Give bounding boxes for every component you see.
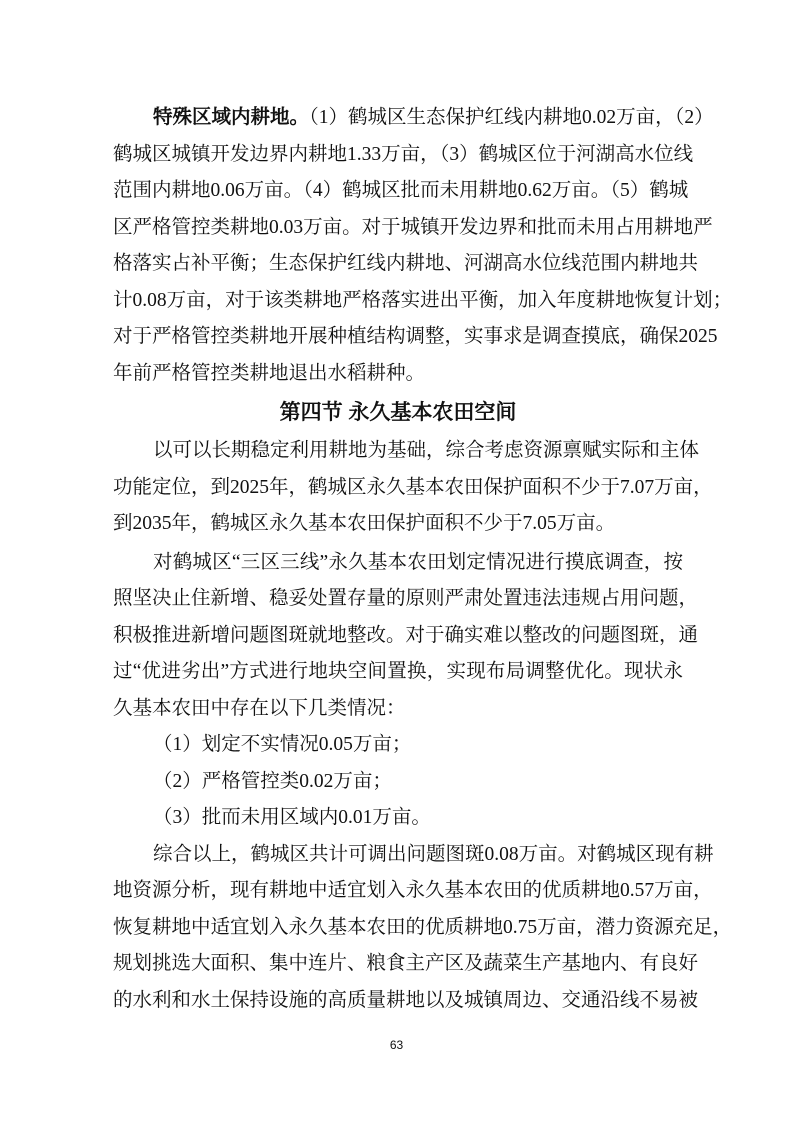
paragraph-line — [113, 100, 714, 137]
paragraph-line: 的水利和水土保持设施的高质量耕地以及城镇周边、交通沿线不易被 — [113, 989, 699, 1011]
paragraph-line: 照坚决止住新增、稳妥处置存量的原则严肃处置违法违规占用问题， — [113, 588, 699, 609]
section-heading: 第四节 永久基本农田空间 — [279, 401, 517, 424]
list-item: （3）批而未用区域内0.01万亩。 — [153, 807, 431, 828]
bold-lead: 特殊区域内耕地。 — [153, 107, 310, 128]
paragraph-line: 到2035年，鹤城区永久基本农田保护面积不少于7.05万亩。 — [113, 513, 616, 534]
paragraph-line: 地资源分析，现有耕地中适宜划入永久基本农田的优质耕地0.57万亩， — [113, 880, 713, 901]
paragraph-line: 年前严格管控类耕地退出水稻耕种。 — [113, 362, 426, 384]
list-item: （1）划定不实情况0.05万亩； — [153, 734, 412, 755]
paragraph-line: 计0.08万亩，对于该类耕地严格落实进出平衡，加入年度耕地恢复计划； — [113, 289, 733, 311]
paragraph-line: 对鹤城区“三区三线”永久基本农田划定情况进行摸底调查，按 — [153, 551, 683, 573]
paragraph-line: 规划挑选大面积、集中连片、粮食主产区及蔬菜生产基地内、有良好 — [113, 953, 699, 974]
paragraph-line: 范围内耕地0.06万亩。（4）鹤城区批而未用耕地0.62万亩。（5）鹤城 — [113, 180, 689, 201]
paragraph-line: 对于严格管控类耕地开展种植结构调整，实事求是调查摸底，确保2025 — [113, 326, 718, 347]
paragraph-line: 以可以长期稳定利用耕地为基础，综合考虑资源禀赋实际和主体 — [153, 440, 700, 461]
paragraph-line: 过“优进劣出”方式进行地块空间置换，实现布局调整优化。现状永 — [113, 661, 683, 682]
paragraph-line: 格落实占补平衡；生态保护红线内耕地、河湖高水位线范围内耕地共 — [113, 253, 699, 274]
paragraph-line: 积极推进新增问题图斑就地整改。对于确实难以整改的问题图斑，通 — [113, 624, 699, 646]
paragraph-line: 鹤城区城镇开发边界内耕地1.33万亩，（3）鹤城区位于河湖高水位线 — [113, 143, 694, 165]
paragraph-line: 恢复耕地中适宜划入永久基本农田的优质耕地0.75万亩，潜力资源充足， — [113, 916, 733, 938]
page-number: 63 — [389, 1038, 404, 1052]
paragraph-line: 综合以上，鹤城区共计可调出问题图斑0.08万亩。对鹤城区现有耕 — [153, 843, 714, 865]
paragraph-line: 久基本农田中存在以下几类情况： — [113, 697, 406, 719]
text-span: （1）鹤城区生态保护红线内耕地0.02万亩，（2） — [309, 107, 714, 128]
list-item: （2）严格管控类0.02万亩； — [153, 770, 392, 792]
document-page — [113, 100, 733, 1019]
paragraph-line: 区严格管控类耕地0.03万亩。对于城镇开发边界和批而未用占用耕地严 — [113, 216, 713, 238]
paragraph-line: 功能定位，到2025年，鹤城区永久基本农田保护面积不少于7.07万亩， — [113, 476, 713, 498]
